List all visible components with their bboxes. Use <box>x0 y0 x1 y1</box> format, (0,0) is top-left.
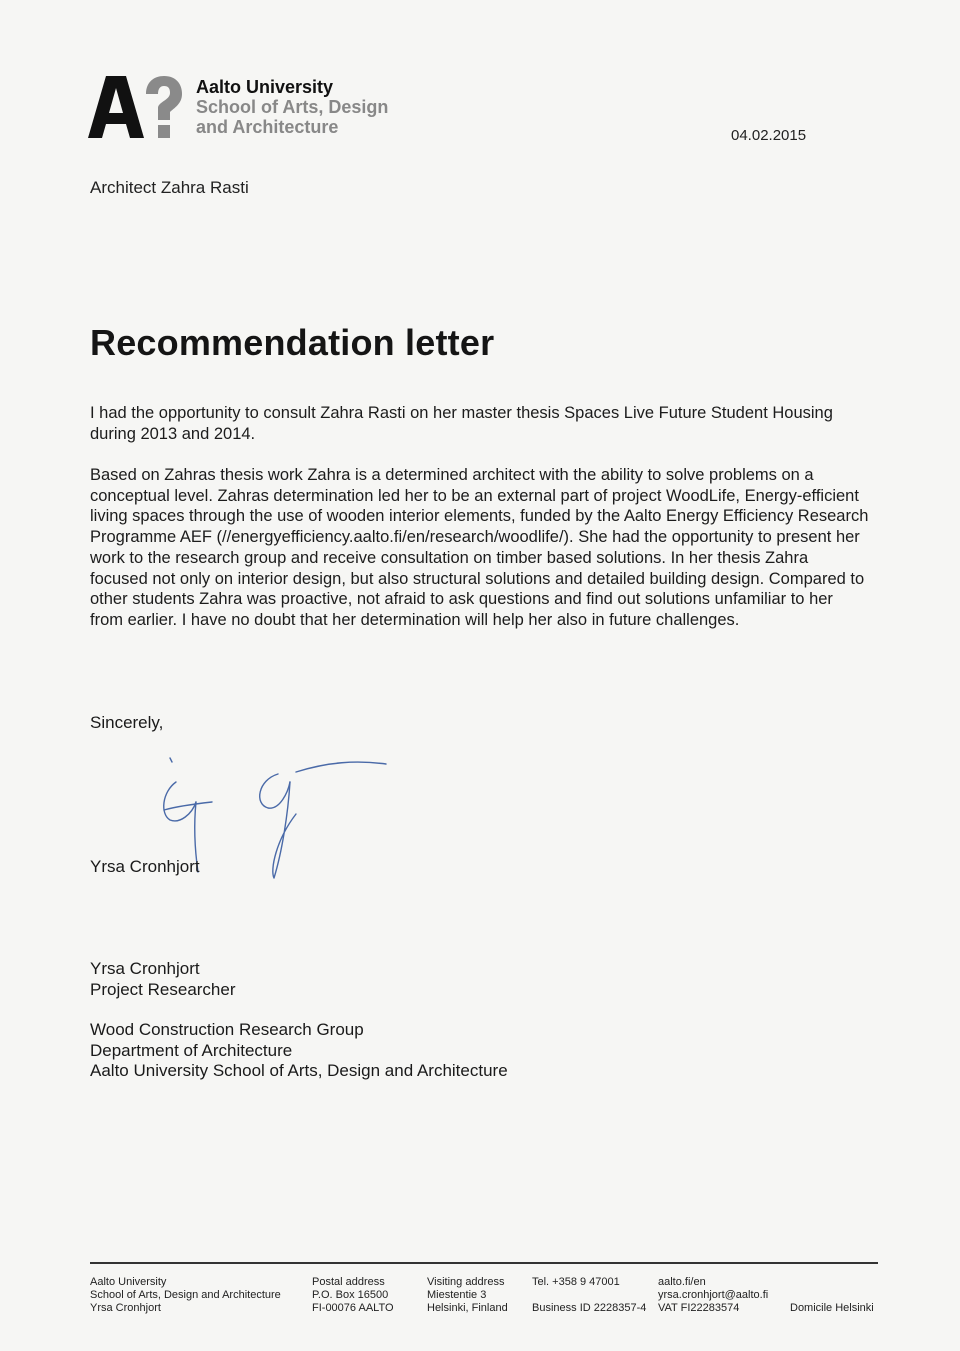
recipient: Architect Zahra Rasti <box>90 178 249 197</box>
footer-text: P.O. Box 16500 <box>312 1289 389 1301</box>
aalto-logo-icon <box>88 76 184 138</box>
footer-text: Domicile Helsinki <box>790 1302 874 1314</box>
signer-name-inline: Yrsa Cronhjort <box>90 857 200 876</box>
signer-name: Yrsa Cronhjort <box>90 959 200 978</box>
footer-text: yrsa.cronhjort@aalto.fi <box>658 1289 769 1301</box>
footer-text <box>532 1289 646 1302</box>
affiliation-group: Wood Construction Research Group <box>90 1020 364 1039</box>
org-line-1: Aalto University <box>196 77 334 97</box>
footer-text: Postal address <box>312 1276 385 1288</box>
footer-postal-address <box>312 1276 394 1315</box>
footer-web-contact <box>658 1276 768 1315</box>
footer-text: Aalto University <box>90 1276 167 1288</box>
footer-text: Helsinki, Finland <box>427 1302 508 1314</box>
footer-text: Business ID 2228357-4 <box>532 1302 647 1314</box>
footer-text: VAT FI22283574 <box>658 1302 740 1314</box>
affiliation-block <box>90 1020 508 1082</box>
signer-block <box>90 959 236 1000</box>
body-paragraph-1: I had the opportunity to consult Zahra Rasti on her master thesis Spaces Live Future Student Housing during 2013 and 2014. <box>90 404 833 443</box>
letter-date: 04.02.2015 <box>731 127 807 144</box>
closing: Sincerely, <box>90 713 164 732</box>
footer-text: School of Arts, Design and Architecture <box>90 1289 281 1301</box>
footer-text: Visiting address <box>427 1276 505 1288</box>
signer-role: Project Researcher <box>90 979 236 999</box>
body-paragraph-2: Based on Zahras thesis work Zahra is a determined architect with the ability to solve problems on a conceptual level. Zahras determination led her to be an external part of project WoodLife, Energy-efficient living spaces through the use of wooden interior elements, funded by the Aalto Energy Efficiency Research Programme AEF (//energyefficiency.aalto.fi/en/research/woodlife/). She had the opportunity to present her work to the research group and receive consultation on timber based solutions. In her thesis Zahra focused not only on interior design, but also structural solutions and detailed building design. Compared to other students Zahra was proactive, not afraid to ask questions and find out solutions unfamiliar to her from earlier. I have no doubt that her determination will help her also in future challenges. <box>90 466 869 629</box>
footer-org <box>90 1276 281 1315</box>
footer-phone-business <box>532 1276 646 1315</box>
footer-text: Tel. +358 9 47001 <box>532 1276 620 1288</box>
affiliation-department: Department of Architecture <box>90 1040 293 1060</box>
organization-name <box>196 77 388 137</box>
footer-visiting-address <box>427 1276 508 1315</box>
footer-text: Yrsa Cronhjort <box>90 1302 161 1314</box>
org-line-2: School of Arts, Design <box>196 97 389 117</box>
org-line-3: and Architecture <box>196 117 339 137</box>
affiliation-school: Aalto University School of Arts, Design and Architecture <box>90 1061 508 1080</box>
footer-text: FI-00076 AALTO <box>312 1302 394 1314</box>
footer-text: Miestentie 3 <box>427 1289 487 1301</box>
page-title: Recommendation letter <box>90 322 495 363</box>
footer-domicile <box>790 1302 874 1315</box>
footer-divider <box>90 1262 878 1264</box>
footer-text: aalto.fi/en <box>658 1276 706 1288</box>
